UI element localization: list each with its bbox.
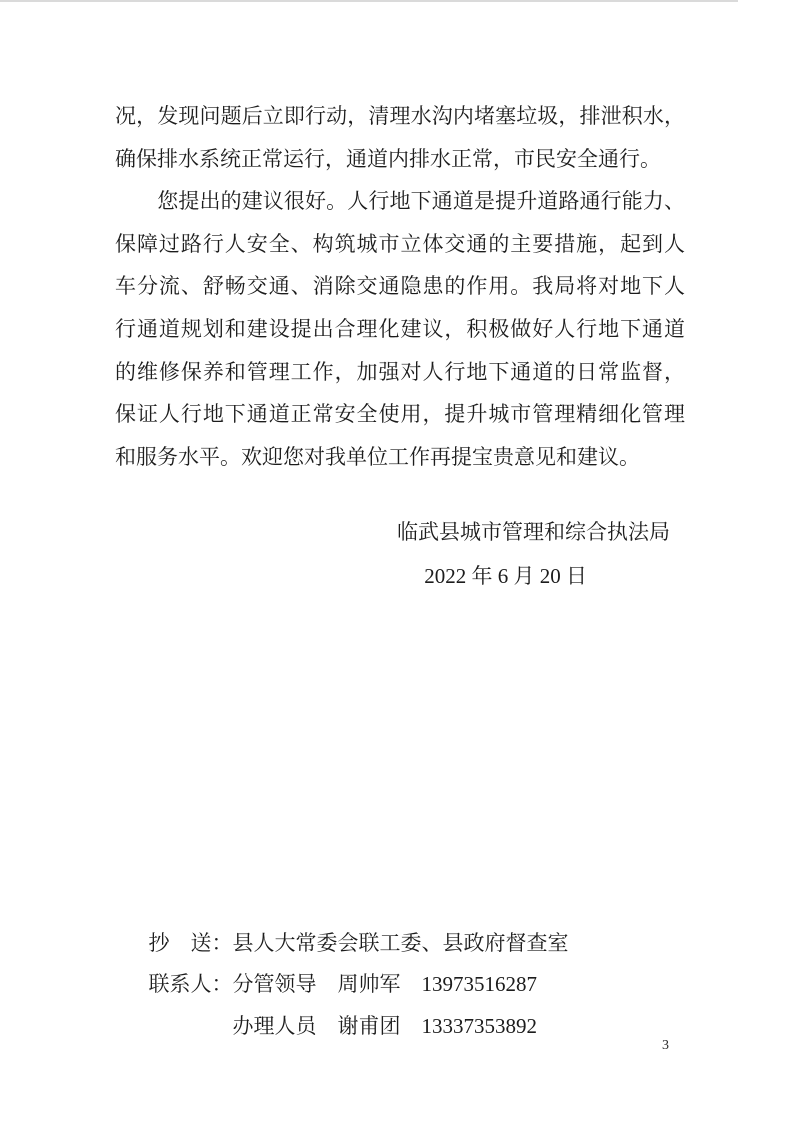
body-text-line: 和服务水平。欢迎您对我单位工作再提宝贵意见和建议。 — [115, 444, 640, 469]
body-text-line: 确保排水系统正常运行，通道内排水正常，市民安全通行。 — [115, 146, 661, 171]
letter-body — [115, 95, 685, 478]
body-text-line: 保证人行地下通道正常安全使用，提升城市管理精细化管理 — [115, 402, 685, 427]
copy-to-value: 县人大常委会联工委、县政府督查室 — [232, 930, 569, 955]
body-text-line: 保障过路行人安全、构筑城市立体交通的主要措施，起到人 — [115, 231, 685, 256]
copy-to-line — [117, 881, 569, 955]
body-text-line: 行通道规划和建设提出合理化建议，积极做好人行地下通道 — [115, 316, 685, 341]
footer-notes — [117, 881, 569, 1038]
contact-role: 分管领导 — [232, 972, 317, 996]
body-text-line: 的维修保养和管理工作，加强对人行地下通道的日常监督， — [115, 359, 685, 384]
copy-to-label: 抄 送： — [148, 930, 233, 955]
body-text-line: 您提出的建议很好。人行地下通道是提升道路通行能力、 — [115, 189, 685, 214]
page-number: 3 — [662, 1038, 669, 1053]
page-top-edge-divider — [0, 0, 738, 2]
issuing-authority: 临武县城市管理和综合执法局 — [397, 520, 670, 544]
contact-label: 联系人： — [148, 972, 233, 996]
body-text-line: 况，发现问题后立即行动，清理水沟内堵塞垃圾，排泄积水， — [115, 104, 685, 128]
body-text-line: 车分流、舒畅交通、消除交通隐患的作用。我局将对地下人 — [115, 274, 685, 299]
contact-phone: 13973516287 — [421, 972, 537, 996]
contact-role: 办理人员 — [232, 1013, 317, 1038]
contact-phone: 13337353892 — [421, 1013, 537, 1038]
contact-name: 周帅军 — [337, 972, 401, 996]
contact-name: 谢甫团 — [337, 1013, 401, 1038]
issue-date: 2022 年 6 月 20 日 — [424, 564, 587, 588]
